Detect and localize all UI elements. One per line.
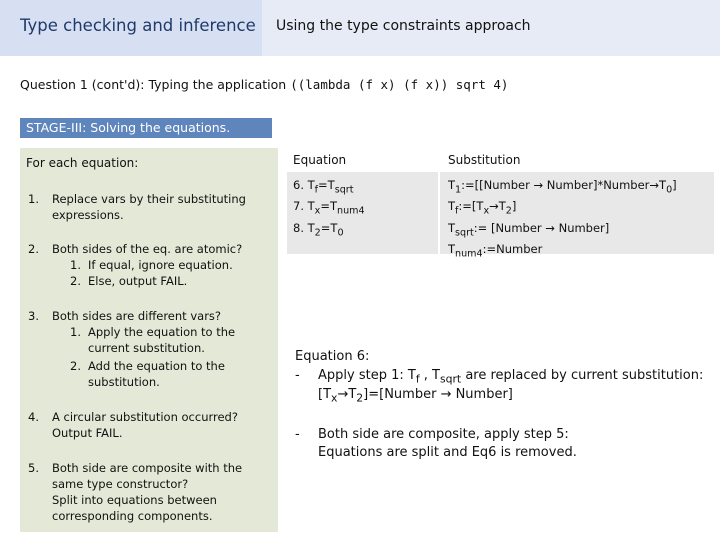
note-bullet-1-line-1: Apply step 1: $T_f$ , $T_{sqrt}$ are replaced by current substitution: [318,368,704,386]
note-bullet-1-b: are replaced by current substitution: [465,368,704,383]
col-header-substitution: Substitution [448,153,521,167]
substitution-tnum4: $T_{num4}:=Number$ [448,241,543,260]
step-3-sub-1-text: Apply the equation to the current substitution. [88,325,236,355]
step-4-number: 4. [28,410,39,424]
col-header-equation: Equation [293,153,347,167]
step-5-number: 5. [28,461,39,475]
step-3-sub-2-number: 2. [70,359,81,373]
step-3-sub-2-text: Add the equation to the substitution. [88,359,225,389]
step-1-text [52,191,274,223]
step-3-number: 3. [28,309,39,323]
step-5-line-4: corresponding components. [52,509,213,523]
header-left-title: Type checking and inference [20,16,256,35]
equation-6: 6. $T_f=T_{sqrt}$ [293,178,354,196]
step-5-line-1: Both side are composite with the [52,461,243,475]
step-5-line-3: Split into equations between [52,493,217,507]
step-4-line-2: Output FAIL. [52,426,123,440]
header-right-title: Using the type constraints approach [276,18,531,34]
header-left [0,0,262,56]
step-4-text [52,409,274,441]
step-1-line-1: Replace vars by their substituting [52,192,246,206]
step-4-line-1: A circular substitution occurred? [52,410,238,424]
note-bullet-2-line-1: Both side are composite, apply step 5: [318,427,569,442]
note-bullet-1-line-2: $[T_x\to T_2]=[Number$ → Number] [318,387,513,405]
note-bullet-2-line-2: Equations are split and Eq6 is removed. [318,445,577,460]
substitution-tsqrt: $T_{sqrt}:=$ [Number → Number] [448,220,610,238]
step-2-sub-1-number: 1. [70,258,81,272]
substitution-t1: $T_1:=[[Number$ → $Number]*Number\to T_0$] [448,178,677,196]
equation-8: 8. $T_2=T_0$ [293,220,344,238]
steps-intro: For each equation: [26,156,139,170]
step-5-text [52,460,274,524]
step-5-line-2: same type constructor? [52,477,189,491]
step-2-sub-2-number: 2. [70,274,81,288]
step-3-sub-1-number: 1. [70,325,81,339]
question-label: Question 1 (cont'd): Typing the application [20,77,287,92]
note-title: Equation 6: [295,349,370,364]
substitution-tf: $T_f:=[T_x\to T_2]$ [448,199,517,217]
step-2-text [52,241,274,257]
step-2-sub-1-text: If equal, ignore equation. [88,258,233,272]
note-bullet-2-dash: - [295,427,300,442]
step-2-line-1: Both sides of the eq. are atomic? [52,242,243,256]
stage-text: Solving the equations. [90,120,231,135]
equations-cell [293,177,365,241]
step-3-text [52,308,274,324]
question-line [20,77,508,92]
table-column-divider [438,148,440,254]
substitutions-cell [448,177,677,262]
step-2-number: 2. [28,242,39,256]
equation-7: 7. $T_x=T_{num4}$ [293,199,365,217]
step-1-line-2: expressions. [52,208,124,222]
header-right [262,0,720,56]
step-2-sub-2-text: Else, output FAIL. [88,274,188,288]
note-bullet-1-a: Apply step 1: T [318,368,416,383]
stage-banner [20,118,272,138]
question-code: ((lambda (f x) (f x)) sqrt 4) [290,77,509,92]
step-1-number: 1. [28,192,39,206]
step-3-line-1: Both sides are different vars? [52,309,222,323]
note-bullet-1-dash: - [295,368,300,383]
stage-label: STAGE-III: [26,120,87,135]
